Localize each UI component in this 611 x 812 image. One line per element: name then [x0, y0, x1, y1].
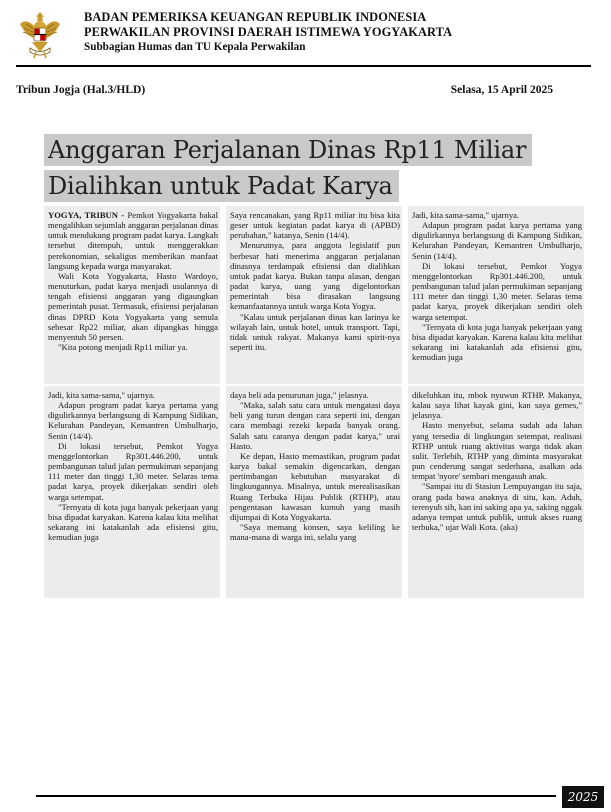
- org-name-line1: BADAN PEMERIKSA KEUANGAN REPUBLIK INDONESIA: [84, 10, 427, 24]
- paragraph: Di lokasi tersebut, Pemkot Yogya menggelontorkan Rp301.446.200, untuk pembangunan talud jalan permukiman sepanjang 111 meter dan tinggi 1,30 meter. Selaras tema padat karya, proyek dikerjakan sendiri oleh warga setempat.: [48, 440, 218, 502]
- dateline: YOGYA, TRIBUN -: [48, 210, 125, 220]
- paragraph: "Ternyata di kota juga banyak pekerjaan yang bisa dipadat karyakan. Karena kalau kita melihat sekarang ini katakanlah ada efisiensi gitu, kemudian juga: [412, 321, 582, 363]
- bottom-column-2: [230, 390, 400, 542]
- paragraph: Ke depan, Hasto memastikan, program padat karya bakal semakin digencarkan, dengan pertimbangan kebutuhan masyarakat di lingkungannya. Misalnya, untuk merealisasikan Ruang Terbuka Hijau Publik (RTHP), atau pengentasan kawasan kumuh yang masih dijumpai di Kota Yogyakarta.: [230, 450, 400, 522]
- paragraph: Wali Kota Yogyakarta, Hasto Wardoyo, menuturkan, padat karya menjadi usulannya di tengah efisiensi anggaran yang digaungkan pemerintah pusat. Termasuk, efisiensi perjalanan dinas DPRD Kota Yogyakarta yang semula sebesar Rp22 miliar, akan dipangkas hingga menyentuh 50 persen.: [48, 270, 218, 342]
- bottom-column-3: [412, 390, 582, 532]
- paragraph: "Ternyata di kota juga banyak pekerjaan yang bisa dipadat karyakan. Karena kalau kita melihat sekarang ini katakanlah ada efisiensi gitu, kemudian juga: [48, 501, 218, 543]
- paragraph: YOGYA, TRIBUN - Pemkot Yogyakarta bakal mengalihkan sejumlah anggaran perjalanan dinas untuk mendukung program padat karya. Langkah tersebut ditempuh, untuk menggerakkan perekonomian, sekaligus memberikan manfaat langsung kepada warga masyarakat.: [48, 210, 218, 271]
- header-divider: [16, 65, 591, 67]
- org-subdivision: Subbagian Humas dan TU Kepala Perwakilan: [84, 41, 306, 53]
- paragraph: Saya rencanakan, yang Rp11 miliar itu bisa kita geser untuk kegiatan padat karya di (APBD) perubahan," katanya, Senin (14/4).: [230, 210, 400, 241]
- paragraph: Jadi, kita sama-sama," ujarnya.: [412, 210, 520, 220]
- top-column-2: [230, 210, 400, 352]
- paragraph: Jadi, kita sama-sama," ujarnya.: [48, 390, 156, 400]
- paragraph: Adapun program padat karya pertama yang digulirkannya berlangsung di Kampung Sidikan, Kelurahan Pandeyan, Kemantren Umbulharjo, Senin (14/4).: [412, 220, 582, 261]
- paragraph: Adapun program padat karya pertama yang digulirkannya berlangsung di Kampung Sidikan, Kelurahan Pandeyan, Kemantren Umbulharjo, Senin (14/4).: [48, 400, 218, 441]
- organization-header: [84, 10, 452, 55]
- paragraph: "Kalau untuk perjalanan dinas kan larinya ke wilayah lain, untuk hotel, untuk transport. Tapi, tidak untuk rakyat. Makanya kami spirit-nya seperti itu.: [230, 311, 400, 353]
- paragraph: Hasto menyebut, selama sudah ada lahan yang tersedia di lingkungan setempat, realisasi RTHP untuk ruang aktivitas warga tidak akan sulit. Terlebih, RTHP yang diminta masyarakat pun cenderung sangat sederhana, asalkan ada tempat 'nyore' sembari mengasuh anak.: [412, 420, 582, 482]
- news-clipping: [44, 130, 584, 598]
- paragraph: Menurutnya, para anggota legislatif pun berbesar hati menerima anggaran perjalanan dinasnya terdampak efisiensi dan dialihkan untuk padat karya. Bukan tanpa alasan, dengan padat karya, uang yang digelontorkan pemerintah bisa dirasakan langsung kemanfaatannya untuk warga Kota Yogya.: [230, 240, 400, 312]
- garuda-emblem-icon: [16, 8, 64, 60]
- footer-divider: [36, 795, 556, 797]
- publication-date: Selasa, 15 April 2025: [450, 84, 553, 96]
- paragraph: dikeluhkan itu, mbok nyuwun RTHP. Makanya, kalau saya lihat kayak gini, kan saya gemes," jelasnya.: [412, 390, 582, 421]
- source-label: Tribun Jogja (Hal.3/HLD): [16, 84, 146, 96]
- top-column-1: [48, 210, 218, 352]
- paragraph: "Sampai itu di Stasiun Lempuyangan itu saja, orang pada bawa anaknya di situ, kan. Aduh, terenyuh sih, kan ini saking apa ya, saking nggak adanya tempat untuk publik, untuk akses ruang terbuka," ujar Wali Kota. (aka): [412, 481, 582, 533]
- year-badge: 2025: [562, 786, 604, 808]
- org-name-line2: PERWAKILAN PROVINSI DAERAH ISTIMEWA YOGYAKARTA: [84, 25, 453, 39]
- paragraph: Di lokasi tersebut, Pemkot Yogya menggelontorkan Rp301.446.200, untuk pembangunan talud jalan permukiman sepanjang 111 meter dan tinggi 1,30 meter. Selaras tema padat karya, proyek dikerjakan sendiri oleh warga setempat.: [412, 260, 582, 322]
- paragraph: "Kita potong menjadi Rp11 miliar ya.: [58, 342, 188, 353]
- paragraph: daya beli ada penurunan juga," jelasnya.: [230, 390, 369, 400]
- headline-line-2: Dialihkan untuk Padat Karya: [44, 170, 399, 202]
- paragraph: "Saya memang konsen, saya keliling ke mana-mana di warga ini, selalu yang: [230, 522, 400, 543]
- bottom-column-1: [48, 390, 218, 542]
- paragraph: "Maka, salah satu cara untuk mengatasi daya beli yang turun dengan cara seperti ini, dengan cara membagi rezeki kepada banyak orang. Salah satu caranya dengan padat karya," urai Hasto.: [230, 400, 400, 451]
- top-column-3: [412, 210, 582, 362]
- headline-line-1: Anggaran Perjalanan Dinas Rp11 Miliar: [44, 134, 532, 166]
